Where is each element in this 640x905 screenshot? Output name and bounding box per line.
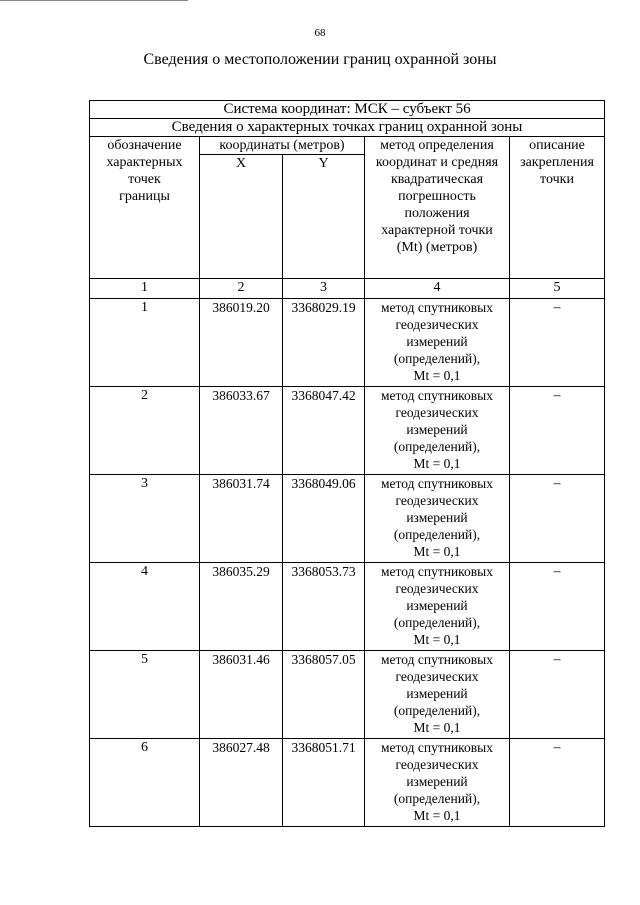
method-line: метод спутниковых [381,388,493,403]
method-line: (определений), [393,703,481,718]
coordinate-system-header: Система координат: МСК – субъект 56 [90,101,605,119]
header-line: границы [119,189,170,204]
header-line: обозначение [107,138,182,153]
header-line: характерных [106,155,183,170]
header-line: положения [404,206,470,221]
page-number: 68 [314,27,326,39]
point-number-cell: 2 [90,387,200,475]
fixing-description-cell: – [510,739,605,827]
method-line: (определений), [393,351,481,366]
header-x: X [200,155,283,279]
point-number-cell: 5 [90,651,200,739]
method-line: геодезических [395,317,479,332]
method-line: измерений [406,334,468,349]
x-coordinate-cell: 386031.74 [200,475,283,563]
method-cell [365,299,510,387]
method-line: измерений [406,598,468,613]
header-fixing-description [510,137,605,279]
header-method [365,137,510,279]
x-coordinate-cell: 386035.29 [200,563,283,651]
header-point-designation [90,137,200,279]
method-cell [365,475,510,563]
fixing-description-cell: – [510,651,605,739]
point-number-cell: 6 [90,739,200,827]
x-coordinate-cell: 386019.20 [200,299,283,387]
y-coordinate-cell: 3368051.71 [283,739,365,827]
header-coordinates: координаты (метров) [200,137,365,155]
method-line: Mt = 0,1 [413,720,461,735]
header-line: точки [540,172,574,187]
method-line: Mt = 0,1 [413,544,461,559]
method-line: геодезических [395,669,479,684]
column-number: 3 [283,279,365,299]
method-line: геодезических [395,581,479,596]
method-line: Mt = 0,1 [413,368,461,383]
header-line: квадратическая [390,172,484,187]
fixing-description-cell: – [510,563,605,651]
y-coordinate-cell: 3368029.19 [283,299,365,387]
boundary-points-table [89,100,605,827]
y-coordinate-cell: 3368047.42 [283,387,365,475]
method-line: метод спутниковых [381,476,493,491]
column-number: 2 [200,279,283,299]
table-row [90,563,605,651]
method-cell [365,387,510,475]
method-line: измерений [406,422,468,437]
point-number-cell: 4 [90,563,200,651]
table-row [90,651,605,739]
method-line: геодезических [395,493,479,508]
method-cell [365,739,510,827]
table-row [90,739,605,827]
method-line: метод спутниковых [381,300,493,315]
table-row [90,475,605,563]
method-line: метод спутниковых [381,652,493,667]
point-number-cell: 1 [90,299,200,387]
method-line: (определений), [393,615,481,630]
method-line: измерений [406,774,468,789]
column-number: 5 [510,279,605,299]
method-line: Mt = 0,1 [413,808,461,823]
fixing-description-cell: – [510,475,605,563]
method-line: (определений), [393,527,481,542]
y-coordinate-cell: 3368057.05 [283,651,365,739]
y-coordinate-cell: 3368053.73 [283,563,365,651]
x-coordinate-cell: 386027.48 [200,739,283,827]
x-coordinate-cell: 386033.67 [200,387,283,475]
method-line: Mt = 0,1 [413,632,461,647]
method-line: метод спутниковых [381,564,493,579]
method-line: Mt = 0,1 [413,456,461,471]
header-line: точек [128,172,161,187]
method-line: измерений [406,686,468,701]
method-line: геодезических [395,405,479,420]
method-line: геодезических [395,757,479,772]
header-line: координат и средняя [375,155,499,170]
x-coordinate-cell: 386031.46 [200,651,283,739]
page-title: Сведения о местоположении границ охранной зоны [143,51,497,68]
method-line: измерений [406,510,468,525]
y-coordinate-cell: 3368049.06 [283,475,365,563]
header-line: метод определения [380,138,494,153]
fixing-description-cell: – [510,299,605,387]
method-line: (определений), [393,791,481,806]
header-line: (Mt) (метров) [396,240,478,255]
header-line: характерной точки [381,223,493,238]
method-cell [365,651,510,739]
point-number-cell: 3 [90,475,200,563]
method-cell [365,563,510,651]
method-line: (определений), [393,439,481,454]
header-line: закрепления [520,155,594,170]
top-rule [0,0,188,1]
column-number: 4 [365,279,510,299]
column-number: 1 [90,279,200,299]
section-header: Сведения о характерных точках границ охранной зоны [90,119,605,137]
fixing-description-cell: – [510,387,605,475]
header-line: погрешность [398,189,476,204]
header-y: Y [283,155,365,279]
method-line: метод спутниковых [381,740,493,755]
header-line: описание [529,138,585,153]
table-row [90,299,605,387]
table-row [90,387,605,475]
